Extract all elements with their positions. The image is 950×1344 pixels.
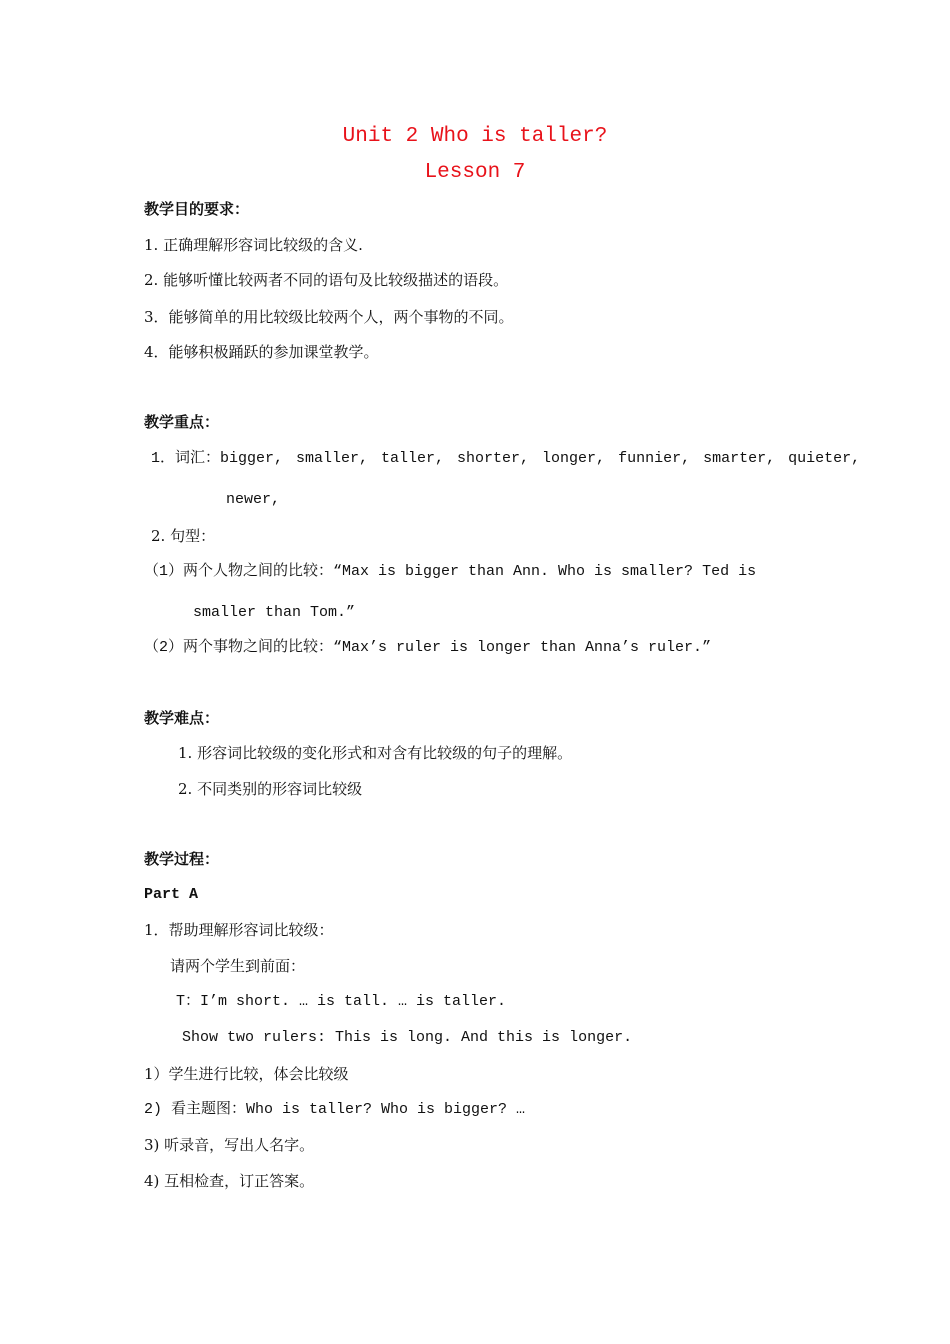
difficulty-item: 1. 形容词比较级的变化形式和对含有比较级的句子的理解。 xyxy=(178,744,573,762)
vocab-line-continued: newer, xyxy=(226,491,281,508)
objective-item: 1. 正确理解形容词比较级的含义. xyxy=(144,236,363,254)
title-lesson: Lesson 7 xyxy=(424,161,526,184)
teacher-line: T：I’m short. … is tall. … is taller. xyxy=(176,993,507,1010)
pattern-people-line-continued: smaller than Tom.” xyxy=(193,604,356,621)
difficulties-heading: 教学难点： xyxy=(144,709,220,727)
difficulty-item: 2. 不同类别的形容词比较级 xyxy=(178,780,363,798)
vocab-line: 1．词汇：bigger, smaller, taller, shorter, longer, funnier, smarter, quieter, xyxy=(151,450,861,467)
step-sub: 请两个学生到前面： xyxy=(170,957,306,975)
objective-item: 4．能够积极踊跃的参加课堂教学。 xyxy=(144,343,379,361)
title-unit: Unit 2 Who is taller? xyxy=(342,125,608,148)
process-step: 1）学生进行比较，体会比较级 xyxy=(144,1065,349,1083)
process-step: 3) 听录音，写出人名字。 xyxy=(144,1136,315,1154)
pattern-objects-line: （2）两个事物之间的比较：“Max’s ruler is longer than Anna’s ruler.” xyxy=(144,639,712,656)
objective-item: 2. 能够听懂比较两者不同的语句及比较级描述的语段。 xyxy=(144,271,509,289)
process-step: 4) 互相检查，订正答案。 xyxy=(144,1172,315,1190)
process-heading: 教学过程： xyxy=(144,850,220,868)
pattern-label: 2. 句型： xyxy=(151,527,216,545)
rulers-line: Show two rulers: This is long. And this is longer. xyxy=(182,1029,633,1046)
objective-item: 3．能够简单的用比较级比较两个人，两个事物的不同。 xyxy=(144,308,514,326)
objectives-heading: 教学目的要求： xyxy=(144,200,250,218)
step-heading: 1．帮助理解形容词比较级： xyxy=(144,921,334,939)
process-step: 2) 看主题图：Who is taller? Who is bigger? … xyxy=(144,1101,526,1118)
part-label: Part A xyxy=(144,886,199,903)
pattern-people-line: （1）两个人物之间的比较：“Max is bigger than Ann. Who is smaller? Ted is xyxy=(144,563,757,580)
key-points-heading: 教学重点： xyxy=(144,413,220,431)
